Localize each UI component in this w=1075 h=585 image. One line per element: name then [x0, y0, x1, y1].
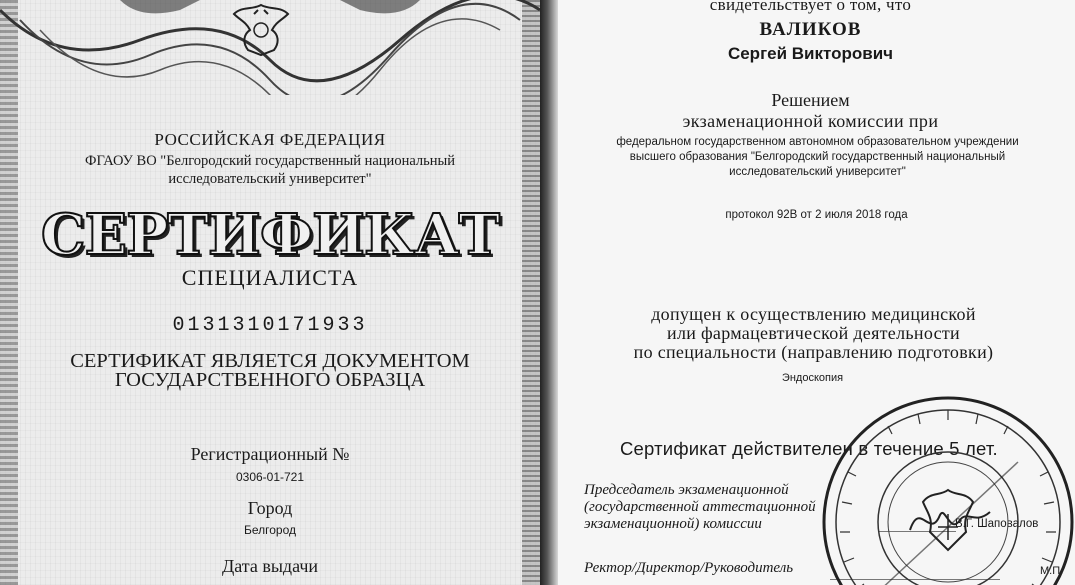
decision-line1: Решением — [771, 90, 850, 110]
holder-name: Сергей Викторович — [727, 44, 894, 63]
decision-line2: экзаменационной комиссии при — [682, 111, 939, 131]
organization-name: ФГАОУ ВО "Белгородский государственный национальный исследовательский университет" — [84, 153, 456, 187]
country-name: РОССИЙСКАЯ ФЕДЕРАЦИЯ — [154, 130, 386, 149]
protocol-info: протокол 92В от 2 июля 2018 года — [725, 209, 908, 221]
state-document-line1: СЕРТИФИКАТ ЯВЛЯЕТСЯ ДОКУМЕНТОМ — [70, 350, 470, 372]
chairman-block — [584, 482, 816, 533]
admission-line1: допущен к осуществлению медицинской — [651, 304, 976, 324]
holder-surname: ВАЛИКОВ — [759, 19, 862, 40]
coat-of-arms-icon — [212, 0, 310, 58]
validity-statement: Сертификат действителен в течение 5 лет. — [620, 438, 998, 459]
rector-label: Ректор/Директор/Руководитель — [584, 560, 794, 576]
registration-value: 0306-01-721 — [235, 470, 305, 484]
state-document-line2: ГОСУДАРСТВЕННОГО ОБРАЗЦА — [114, 369, 426, 391]
admission-statement — [558, 305, 1075, 362]
chairman-line2: (государственной аттестационной — [584, 499, 816, 515]
chairman-name: В.Г. Шаповалов — [955, 518, 1039, 530]
specialty-name: Эндоскопия — [781, 372, 844, 384]
stamp-place-label: М.П. — [1040, 565, 1064, 577]
city-label: Город — [247, 498, 293, 518]
registration-label: Регистрационный № — [190, 444, 350, 464]
admission-line3: по специальности (направлению подготовки) — [633, 342, 994, 362]
certificate-number: 0131310171933 — [172, 314, 368, 337]
page-fold — [540, 0, 558, 585]
certificate-subtitle: СПЕЦИАЛИСТА — [181, 265, 359, 290]
chairman-line3: экзаменационной) комиссии — [584, 516, 762, 532]
certificate-title: СЕРТИФИКАТ — [40, 202, 500, 268]
state-document-notice — [0, 352, 540, 390]
witness-line: свидетельствует о том, что — [709, 0, 912, 14]
round-seal-stamp — [818, 392, 1075, 585]
city-value: Белгород — [243, 523, 297, 537]
admission-line2: или фармацевтической деятельности — [667, 323, 960, 343]
institution-name: федеральном государственном автономном образовательном учреждении высшего образования "Белгородский государственный национальный исследовательский университет" — [616, 136, 1019, 178]
chairman-line1: Председатель экзаменационной — [584, 482, 789, 498]
handwritten-signature — [905, 490, 995, 550]
issue-date-label: Дата выдачи — [221, 556, 319, 576]
